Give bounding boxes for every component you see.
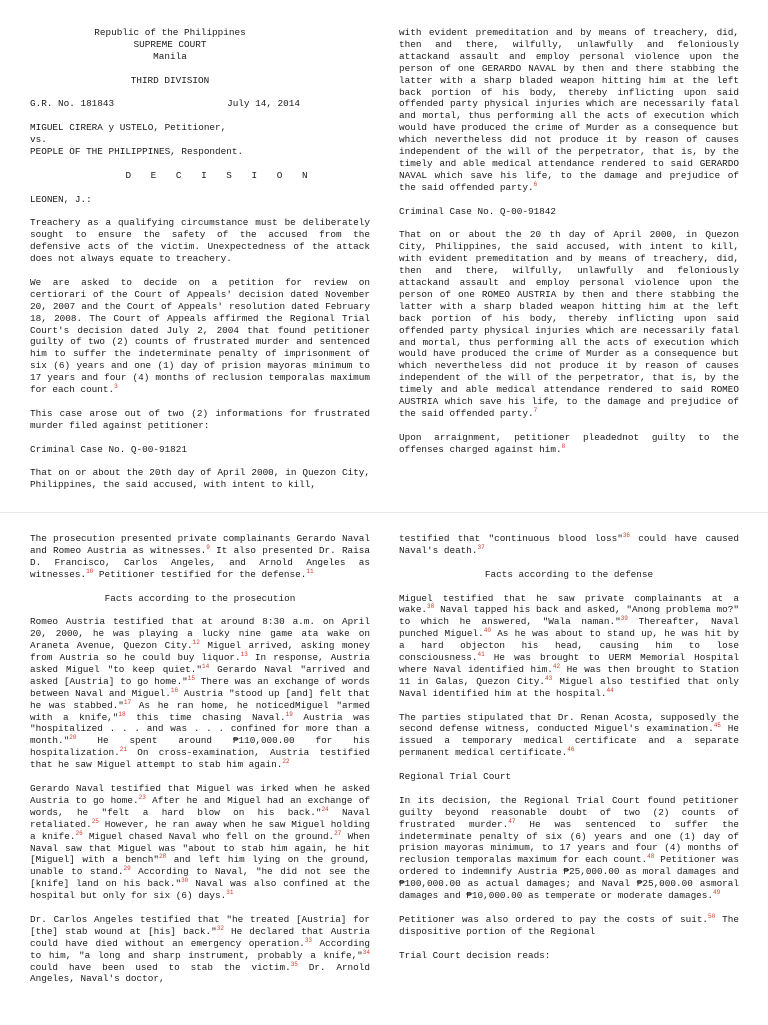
republic-line: Republic of the Philippines [94,27,246,38]
paragraph: The prosecution presented private complainants Gerardo Naval and Romeo Austria as witnesses.$^9$ It also presented Dr. Raisa D. Francisco, Carlos Angeles, and Arnold Angeles as witnesses.$^{10}$ Petitioner testified for the defense.$^{11}$ [30,533,370,580]
paragraph: Gerardo Naval testified that Miguel was irked when he asked Austria to go home.$^{23}$ After he and Miguel had an exchange of words, he "felt a hard blow on his back."$^{24}$ Naval retaliated.$^{25}$ However, he ran away when he saw Miguel holding a knife.$^{26}$ Miguel chased Naval who fell on the ground.$^{27}$ When Naval saw that Miguel was "about to stab him again, he hit [Miguel] with a bench"$^{28}$ and left him lying on the ground, unable to stand.$^{29}$ According to Naval, "he did not see the [knife] land on his back."$^{30}$ Naval was also confined at the hospital but only for six (6) days.$^{31}$ [30,782,371,902]
paragraph: Romeo Austria testified that at around 8:30 a.m. on April 20, 2000, he was playing a lucky nine game ata wake on Araneta Avenue, Quezon City.$^{12}$ Miguel arrived, asking money from Austria so he could buy liquor.$^{13}$ In response, Austria asked Miguel "to keep quiet."$^{14}$ Gerardo Naval "arrived and asked [Austria] to go home."$^{15}$ There was an exchange of words between Naval and Miguel.$^{16}$ Austria "stood up [and] felt that he was stabbed."$^{17}$ As he ran home, he noticedMiguel "armed with a knife,"$^{18}$ this time chasing Naval.$^{19}$ Austria was "hospitalized . . . and was . . . confined for more than a month."$^{20}$ He spent around ₱110,000.00 for his hospitalization.$^{21}$ On cross-examination, Austria testified that he saw Miguel attempt to stab him again.$^{22}$ [30,616,370,771]
section-heading: Facts according to the prosecution [104,592,296,604]
footnote-marker[interactable]: 26 [75,829,83,837]
footnote-marker[interactable]: 34 [362,948,370,956]
footnote-marker[interactable]: 38 [427,603,435,611]
case-number-row [30,98,370,110]
footnote-marker[interactable]: 30 [181,877,189,885]
footnote-marker[interactable]: 8 [561,442,566,450]
footnote-marker[interactable]: 44 [606,686,614,694]
footnote-marker[interactable]: 36 [622,531,631,539]
right-column-bottom [399,533,739,973]
footnote-marker[interactable]: 19 [285,710,293,718]
section-heading: Facts according to the defense [484,568,654,580]
petitioner-line: MIGUEL CIRERA y USTELO, Petitioner, [30,122,227,134]
page-one [0,0,768,512]
footnote-marker[interactable]: 10 [86,567,94,575]
footnote-marker[interactable]: 23 [138,793,146,801]
footnote-marker[interactable]: 41 [477,650,485,658]
footnote-marker[interactable]: 39 [620,615,628,623]
footnote-marker[interactable]: 13 [240,650,248,658]
paragraph: Treachery as a qualifying circumstance must be deliberately sought to ensure the safety of the accused from the defensive acts of the victim. Unexpectedness of the attack does not always equate to treachery. [30,217,370,265]
paragraph: Upon arraignment, petitioner pleadednot guilty to the offenses charged against him.$^8$ [399,431,739,455]
footnote-marker[interactable]: 42 [552,662,561,670]
vs-line: vs. [30,134,47,146]
footnote-marker[interactable]: 46 [567,746,575,754]
paragraph: Trial Court decision reads: [399,949,551,961]
footnote-marker[interactable]: 28 [159,853,167,861]
paragraph: That on or about the 20 th day of April 2000, in Quezon City, Philippines, the said accused, with intent to kill, with evident premeditation and by means of treachery, did, then and there, wilfully, unlawfully and feloniously attackand assault and employ personal violence upon the person of one ROMEO AUSTRIA by then and there stabbing the latter with a sharp bladed weapon hitting him at the left back portion of his body, thereby inflicting upon said offended party physical injuries which are necessarily fatal and mortal, thus performing all the acts of execution which would have produced the crime of Murder as a consequence but which nevertheless did not produce it by reason of causes independent of the will of the perpetrator, that is, by the timely and able medical attendance rendered to said ROMEO AUSTRIA which save his life, to the damage and prejudice of the said offended party.$^7$ [399,229,739,419]
caption-header [30,27,370,87]
footnote-marker[interactable]: 6 [533,180,538,188]
footnote-marker[interactable]: 14 [202,662,210,670]
gr-number: G.R. No. 181843 [30,98,115,110]
footnote-marker[interactable]: 22 [282,758,290,766]
footnote-marker[interactable]: 35 [290,960,298,968]
paragraph: Miguel testified that he saw private complainants at a wake.$^{38}$ Naval tapped his back and asked, "Anong problema mo?" to which he answered, "Wala naman."$^{39}$ Thereafter, Naval punched Miguel.$^{40}$ As he was about to stand up, he was hit by a hard objecton his head, causing him to lose consciousness.$^{41}$ He was brought to UERM Memorial Hospital where Naval identified him.$^{42}$ He was then brought to Station 11 in Galas, Quezon City.$^{43}$ Miguel also testified that only Naval identified him at the hospital.$^{44}$ [399,592,740,699]
footnote-marker[interactable]: 37 [477,543,485,551]
respondent-line: PEOPLE OF THE PHILIPPINES, Respondent. [30,146,244,158]
footnote-marker[interactable]: 18 [118,710,126,718]
left-column-bottom [30,533,370,997]
footnote-marker[interactable]: 16 [170,686,179,694]
right-column-top [399,27,739,467]
left-column-top [30,27,370,503]
footnote-marker[interactable]: 25 [91,817,99,825]
footnote-marker[interactable]: 29 [123,865,131,873]
footnote-marker[interactable]: 11 [306,567,314,575]
paragraph: In its decision, the Regional Trial Court found petitioner guilty beyond reasonable doubt of two (2) counts of frustrated murder.$^{47}$ He was sentenced to suffer the indeterminate penalty of six (6) years and one (1) day of prision mayoras minimum, to 17 years and four (4) months of reclusion temporalas maximum for each count.$^{48}$ Petitioner was ordered to indemnify Austria ₱25,000.00 as moral damages and ₱100,000.00 as actual damages; and Naval ₱25,000.00 asmoral damages and ₱10,000.00 as temperate or moderate damages.$^{49}$ [399,794,740,902]
paragraph: testified that "continuous blood loss"$^{36}$ could have caused Naval's death.$^{37}$ [399,531,739,556]
footnote-marker[interactable]: 17 [123,698,132,706]
court-name: SUPREME COURT [133,38,207,50]
footnote-marker[interactable]: 9 [206,543,210,551]
decision-date: July 14, 2014 [227,98,300,110]
footnote-marker[interactable]: 21 [119,746,127,754]
footnote-marker[interactable]: 3 [114,382,118,390]
footnote-marker[interactable]: 49 [713,889,721,896]
footnote-marker[interactable]: 12 [192,639,200,647]
case-heading: Criminal Case No. Q-00-91842 [399,205,557,217]
footnote-marker[interactable]: 50 [708,912,716,920]
footnote-marker[interactable]: 45 [713,722,721,730]
paragraph: That on or about the 20th day of April 2000, in Quezon City, Philippines, the said accused, with intent to kill, [30,467,370,491]
footnote-marker[interactable]: 20 [69,734,77,742]
footnote-marker[interactable]: 7 [533,406,538,414]
city-line: Manila [153,50,187,62]
division-line: THIRD DIVISION [130,74,210,86]
paragraph: with evident premeditation and by means of treachery, did, then and there, wilfully, unlawfully and feloniously attackand assault and employ personal violence upon the person of one GERARDO NAVAL by then and there stabbing the latter with a sharp bladed weapon hitting him at the left back portion of his body, thereby inflicting upon said offended party physical injuries which are necessarily fatal and mortal, thus performing all the acts of execution which would have produced the crime of Murder as a consequence but which nevertheless did not produce it by reason of causes independent of the will of the perpetrator, that is, by the timely and able medical attendance rendered to said GERARDO NAVAL which save his life, to the damage and prejudice of the said offended party.$^6$ [399,27,739,193]
footnote-marker[interactable]: 40 [483,627,491,635]
decision-title: D E C I S I O N [125,169,315,181]
footnote-marker[interactable]: 33 [304,936,313,944]
footnote-marker[interactable]: 48 [647,853,655,861]
footnote-marker[interactable]: 31 [226,889,234,897]
footnote-marker[interactable]: 27 [334,829,342,837]
section-heading: Regional Trial Court [399,771,512,783]
footnote-marker[interactable]: 24 [321,805,329,813]
footnote-marker[interactable]: 43 [545,674,553,682]
footnote-marker[interactable]: 15 [187,674,195,682]
ponente: LEONEN, J.: [30,193,92,205]
paragraph: We are asked to decide on a petition for review on certiorari of the Court of Appeals' decision dated November 20, 2007 and the Court of Appeals' resolution dated February 18, 2008. The Court of Appeals affirmed the Regional Trial Court's decision dated July 2, 2004 that found petitioner guilty of two (2) counts of frustrated murder and sentenced him to suffer the indeterminate penalty of imprisonment of six (6) years and one (1) day of prision mayoras minimum to 17 years and four (4) months of reclusion temporalas maximum for each count.$^3$ [30,276,370,396]
footnote-marker[interactable]: 32 [216,924,224,932]
paragraph: Dr. Carlos Angeles testified that "he treated [Austria] for [the] stab wound at [his] back."$^{32}$ He declared that Austria could have died without an emergency operation.$^{33}$ According to him, "a long and sharp instrument, probably a knife,"$^{34}$ could have been used to stab the victim.$^{35}$ Dr. Arnold Angeles, Naval's doctor, [30,913,370,985]
paragraph: Petitioner was also ordered to pay the costs of suit.$^{50}$ The dispositive portion of the Regional [399,912,739,937]
case-heading: Criminal Case No. Q-00-91821 [30,443,188,455]
page-two [0,512,768,1025]
paragraph: The parties stipulated that Dr. Renan Acosta, supposedly the second defense witness, conducted Miguel's examination.$^{45}$ He issued a temporary medical certificate and a separate permanent medical certificate.$^{46}$ [399,711,739,759]
paragraph: This case arose out of two (2) informations for frustrated murder filed against petitioner: [30,407,370,431]
footnote-marker[interactable]: 47 [508,817,516,825]
